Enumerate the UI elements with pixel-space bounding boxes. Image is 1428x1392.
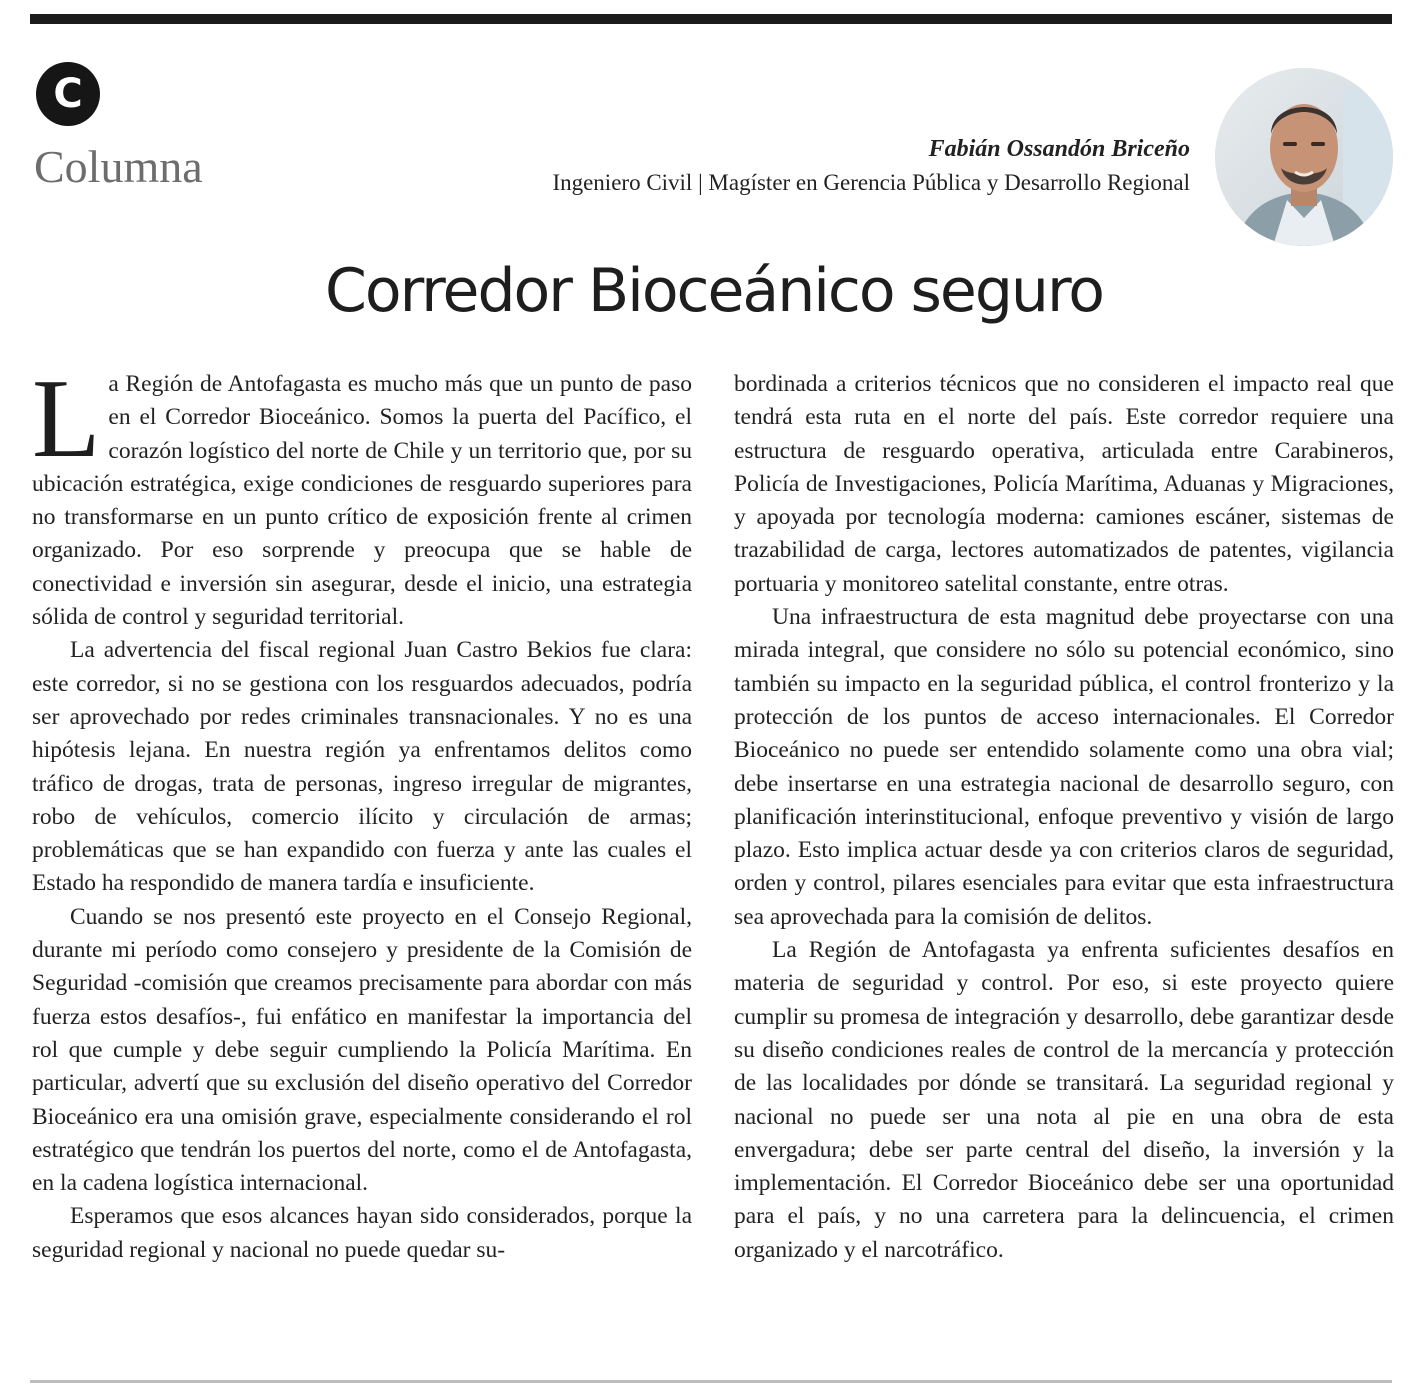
section-badge: [36, 62, 100, 126]
article-column-right: [734, 368, 1394, 1267]
author-name: Fabián Ossandón Briceño: [928, 136, 1190, 162]
top-rule: [30, 14, 1392, 24]
article-paragraph: La advertencia del fiscal regional Juan Castro Bekios fue clara: este corredor, si no se gestiona con los resguardos adecuados, podría ser aprovechado por redes criminales transnacionales. Y no es una hipótesis lejana. En nuestra región ya enfrentamos delitos como tráfico de drogas, trata de personas, ingreso irregular de migrantes, robo de vehículos, comercio ilícito y circulación de armas; problemáticas que se han expandido con fuerza y ante las cuales el Estado ha respondido de manera tardía e insuficiente.: [32, 637, 692, 897]
author-portrait-icon: [1215, 68, 1393, 246]
article-paragraph: Cuando se nos presentó este proyecto en el Consejo Regional, durante mi período como consejero y presidente de la Comisión de Seguridad -comisión que creamos precisamente para abordar con más fuerza estos desafíos-, fui enfático en manifestar la importancia del rol que cumple y debe seguir cumpliendo la Policía Marítima. En particular, advertí que su exclusión del diseño operativo del Corredor Bioceánico era una omisión grave, especialmente considerando el rol estratégico que tendrán los puertos del norte, como el de Antofagasta, en la cadena logística internacional.: [32, 903, 692, 1197]
section-badge-letter: C: [53, 71, 83, 117]
bottom-rule: [30, 1380, 1392, 1383]
article-paragraph: bordinada a criterios técnicos que no consideren el impacto real que tendrá esta ruta en el norte del país. Este corredor requiere una estructura de resguardo operativa, articulada entre Carabineros, Policía de Investigaciones, Policía Marítima, Aduanas y Migraciones, y apoyada por tecnología moderna: camiones escáner, sistemas de trazabilidad de carga, lectores automatizados de patentes, vigilancia portuaria y monitoreo satelital constante, entre otras.: [734, 371, 1394, 597]
article-paragraph: La Región de Antofagasta ya enfrenta suficientes desafíos en materia de seguridad y control. Por eso, si este proyecto quiere cumplir su promesa de integración y desarrollo, debe garantizar desde su diseño condiciones reales de control de la mercancía y protección de las localidades por dónde se transitará. La seguridad regional y nacional no puede ser una nota al pie en una obra de esta envergadura; debe ser parte central del diseño, la inversión y la implementación. El Corredor Bioceánico debe ser una oportunidad para el país, y no una carretera para la delincuencia, el crimen organizado y el narcotráfico.: [734, 937, 1394, 1263]
author-photo: [1215, 68, 1393, 246]
article-column-left: [32, 357, 692, 1267]
drop-cap: L: [32, 357, 101, 481]
section-label: Columna: [34, 141, 203, 192]
article-paragraph: Una infraestructura de esta magnitud debe proyectarse con una mirada integral, que considere no sólo su potencial económico, sino también su impacto en la seguridad pública, el control fronterizo y la protección de los puntos de acceso internacionales. El Corredor Bioceánico no puede ser entendido solamente como una obra vial; debe insertarse en una estrategia nacional de desarrollo seguro, con planificación interinstitucional, enfoque preventivo y visión de largo plazo. Esto implica actuar desde ya con criterios claros de seguridad, orden y control, pilares esenciales para evitar que esta infraestructura sea aprovechada para la comisión de delitos.: [734, 604, 1394, 930]
article-paragraph: Esperamos que esos alcances hayan sido considerados, porque la seguridad regional y nacional no puede quedar su-: [32, 1203, 692, 1263]
paragraph-text: a Región de Antofagasta es mucho más que un punto de paso en el Corredor Bioceánico. Somos la puerta del Pacífico, el corazón logístico del norte de Chile y un territorio que, por su ubicación estratégica, exige condiciones de resguardo superiores para no transformarse en un punto crítico de exposición frente al crimen organizado. Por eso sorprende y preocupa que se hable de conectividad e inversión sin asegurar, desde el inicio, una estrategia sólida de control y seguridad territorial.: [32, 371, 692, 631]
author-role: Ingeniero Civil | Magíster en Gerencia Pública y Desarrollo Regional: [552, 170, 1190, 195]
article-paragraph: [32, 357, 692, 634]
article-title: Corredor Bioceánico seguro: [324, 256, 1104, 326]
